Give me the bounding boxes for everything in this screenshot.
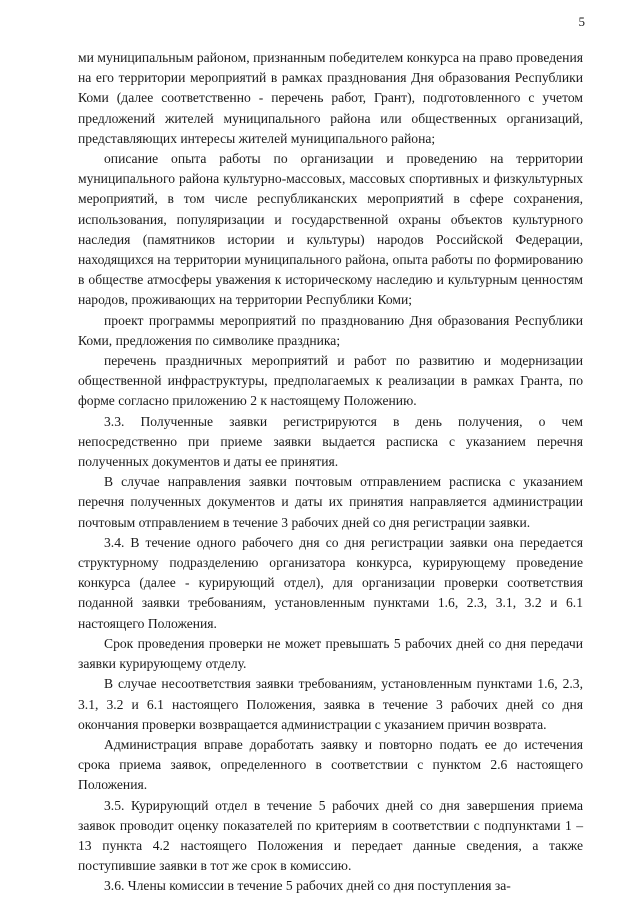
document-body [78, 48, 583, 897]
paragraph: Срок проведения проверки не может превышать 5 рабочих дней со дня передачи заявки курирующему отделу. [78, 635, 583, 672]
paragraph: 3.4. В течение одного рабочего дня со дня регистрации заявки она передается структурному подразделению организатора конкурса, курирующему проведение конкурса (далее - курирующий отдел), для организации проверки соответствия поданной заявки требованиям, установленным пунктами 1.6, 2.3, 3.1, 3.2 и 6.1 настоящего Положения. [78, 534, 583, 631]
paragraph: описание опыта работы по организации и проведению на территории муниципального района культурно-массовых, массовых спортивных и физкультурных мероприятий, в том числе республиканских мероприятий в сфере сохранения, использования, популяризации и государственной охраны объектов культурного наследия (памятников истории и культуры) народов Российской Федерации, находящихся на территории муниципального района, опыта работы по формированию в обществе атмосферы уважения к историческому наследию и культурным ценностям народов, проживающих на территории Республики Коми; [78, 151, 583, 308]
paragraph: проект программы мероприятий по празднованию Дня образования Республики Коми, предложения по символике праздника; [78, 312, 583, 348]
paragraph: перечень праздничных мероприятий и работ по развитию и модернизации общественной инфраструктуры, предполагаемых к реализации в рамках Гранта, по форме согласно приложению 2 к настоящему Положению. [78, 353, 583, 409]
paragraph: В случае несоответствия заявки требованиям, установленным пунктами 1.6, 2.3, 3.1, 3.2 и 6.1 настоящего Положения, заявка в течение 3 рабочих дней со дня окончания проверки возвращается администрации с указанием причин возврата. [78, 676, 583, 732]
paragraph: В случае направления заявки почтовым отправлением расписка с указанием перечня полученных документов и даты их принятия направляется администрации почтовым отправлением в течение 3 рабочих дней со дня регистрации заявки. [78, 474, 583, 530]
paragraph: 3.6. Члены комиссии в течение 5 рабочих дней со дня поступления за- [104, 878, 511, 894]
page-number: 5 [578, 14, 585, 29]
paragraph: 3.3. Полученные заявки регистрируются в день получения, о чем непосредственно при приеме заявки выдается расписка с указанием перечня полученных документов и даты ее принятия. [78, 413, 583, 470]
paragraph: Администрация вправе доработать заявку и повторно подать ее до истечения срока приема заявок, определенного в соответствии с пунктом 2.6 настоящего Положения. [78, 736, 583, 793]
paragraph: 3.5. Курирующий отдел в течение 5 рабочих дней со дня завершения приема заявок проводит оценку показателей по критериям в соответствии с подпунктами 1 – 13 пункта 4.2 настоящего Положения и передает данные сведения, а также поступившие заявки в тот же срок в комиссию. [78, 797, 583, 874]
paragraph: ми муниципальным районом, признанным победителем конкурса на право проведения на его территории мероприятий в рамках празднования Дня образования Республики Коми (далее соответственно - перечень работ, Грант), подготовленного с учетом предложений жителей муниципального района или общественных организаций, представляющих интересы жителей муниципального района; [78, 50, 583, 146]
